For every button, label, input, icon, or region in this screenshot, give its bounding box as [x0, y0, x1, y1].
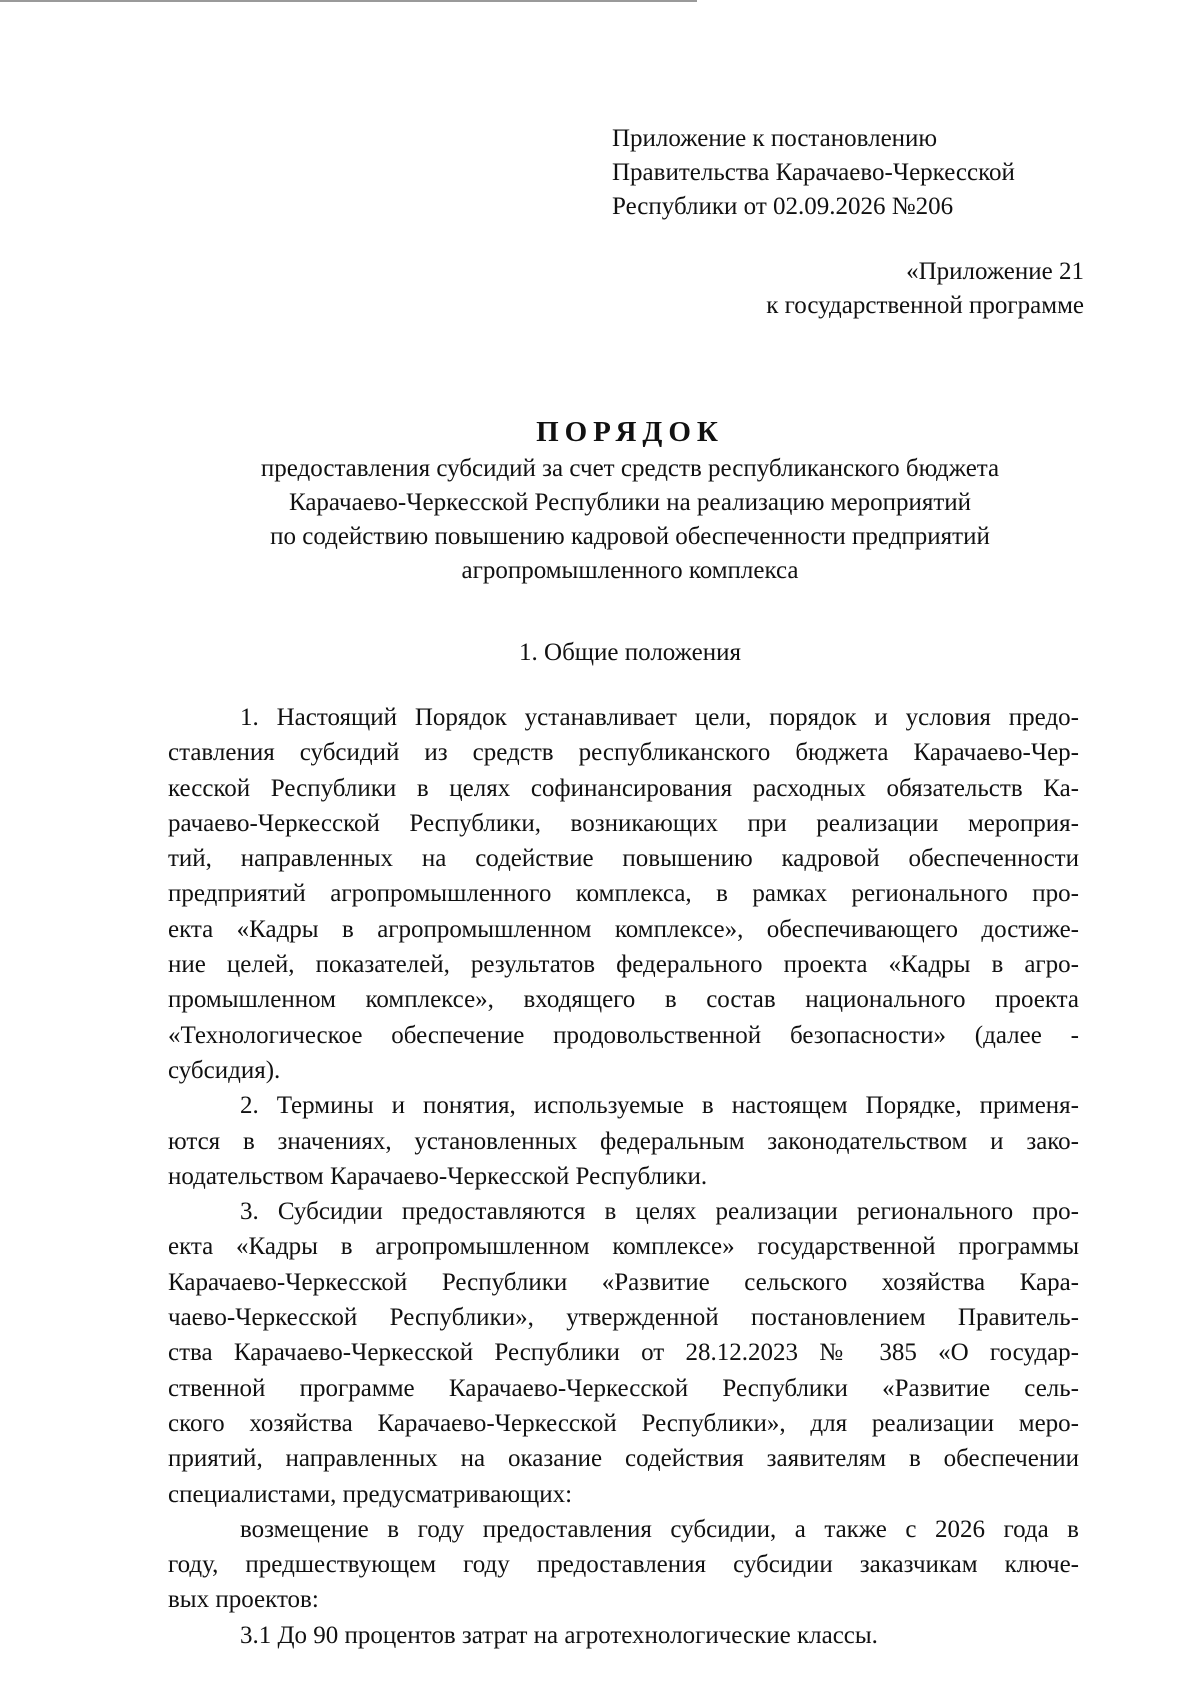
paragraph-5: [168, 1618, 1079, 1653]
paragraph-3: [168, 1194, 1079, 1512]
document-subtitle: [0, 452, 1200, 588]
text-line: нодательством Карачаево-Черкесской Республики.: [168, 1162, 708, 1190]
text-line: «Технологическое обеспечение продовольственной безопасности» (далее -: [168, 1021, 1079, 1049]
text-line: ского хозяйства Карачаево-Черкесской Республики», для реализации меро-: [168, 1409, 1079, 1437]
paragraph-4: [168, 1512, 1079, 1618]
approval-header-line: Приложение к постановлению: [612, 125, 938, 152]
text-line: 3.1 До 90 процентов затрат на агротехнологические классы.: [240, 1621, 878, 1649]
text-line: екта «Кадры в агропромышленном комплексе» государственной программы: [168, 1233, 1079, 1261]
text-line: 2. Термины и понятия, используемые в настоящем Порядке, применя-: [240, 1092, 1079, 1120]
text-line: специалистами, предусматривающих:: [168, 1480, 573, 1508]
text-line: субсидия).: [168, 1056, 281, 1084]
text-line: ются в значениях, установленных федеральным законодательством и зако-: [168, 1127, 1079, 1155]
text-line: чаево-Черкесской Республики», утвержденной постановлением Правитель-: [168, 1304, 1079, 1332]
text-line: Карачаево-Черкесской Республики «Развитие сельского хозяйства Кара-: [168, 1268, 1079, 1296]
text-line: вых проектов:: [168, 1586, 319, 1614]
subtitle-line: Карачаево-Черкесской Республики на реализацию мероприятий: [288, 489, 972, 516]
approval-header: [612, 122, 1132, 224]
text-line: рачаево-Черкесской Республики, возникающих при реализации мероприя-: [168, 809, 1079, 837]
text-line: ственной программе Карачаево-Черкесской Республики «Развитие сель-: [168, 1374, 1079, 1402]
text-line: тий, направленных на содействие повышению кадровой обеспеченности: [168, 845, 1079, 873]
paragraph-2: [168, 1088, 1079, 1194]
text-line: ства Карачаево-Черкесской Республики от 28.12.2023 № 385 «О государ-: [168, 1339, 1079, 1367]
document-title: ПОРЯДОК: [536, 416, 724, 448]
text-line: году, предшествующем году предоставления субсидии заказчикам ключе-: [168, 1551, 1079, 1579]
text-line: приятий, направленных на оказание содействия заявителям в обеспечении: [168, 1445, 1079, 1473]
text-line: кесской Республики в целях софинансирования расходных обязательств Ка-: [168, 774, 1079, 802]
paragraph-1: [168, 700, 1079, 1088]
appendix-reference-line: «Приложение 21: [906, 258, 1084, 285]
text-line: возмещение в году предоставления субсидии, а также с 2026 года в: [240, 1515, 1079, 1543]
section-heading: 1. Общие положения: [519, 639, 741, 666]
text-line: предприятий агропромышленного комплекса, в рамках регионального про-: [168, 880, 1079, 908]
text-line: ние целей, показателей, результатов федерального проекта «Кадры в агро-: [168, 951, 1079, 979]
text-line: 1. Настоящий Порядок устанавливает цели, порядок и условия предо-: [240, 704, 1079, 731]
text-line: промышленном комплексе», входящего в состав национального проекта: [168, 986, 1079, 1014]
approval-header-line: Правительства Карачаево-Черкесской: [612, 159, 1015, 186]
approval-header-line: Республики от 02.09.2026 №206: [612, 193, 954, 220]
text-line: 3. Субсидии предоставляются в целях реализации регионального про-: [240, 1198, 1079, 1226]
scan-edge-line: [0, 0, 697, 2]
appendix-reference: [766, 255, 1084, 323]
subtitle-line: по содействию повышению кадровой обеспеченности предприятий: [270, 523, 990, 550]
document-body: [168, 700, 1079, 1653]
subtitle-line: агропромышленного комплекса: [461, 557, 799, 584]
appendix-reference-line: к государственной программе: [766, 292, 1084, 319]
text-line: екта «Кадры в агропромышленном комплексе», обеспечивающего достиже-: [168, 915, 1079, 943]
text-line: ставления субсидий из средств республиканского бюджета Карачаево-Чер-: [168, 739, 1079, 767]
subtitle-line: предоставления субсидий за счет средств республиканского бюджета: [260, 455, 1000, 482]
